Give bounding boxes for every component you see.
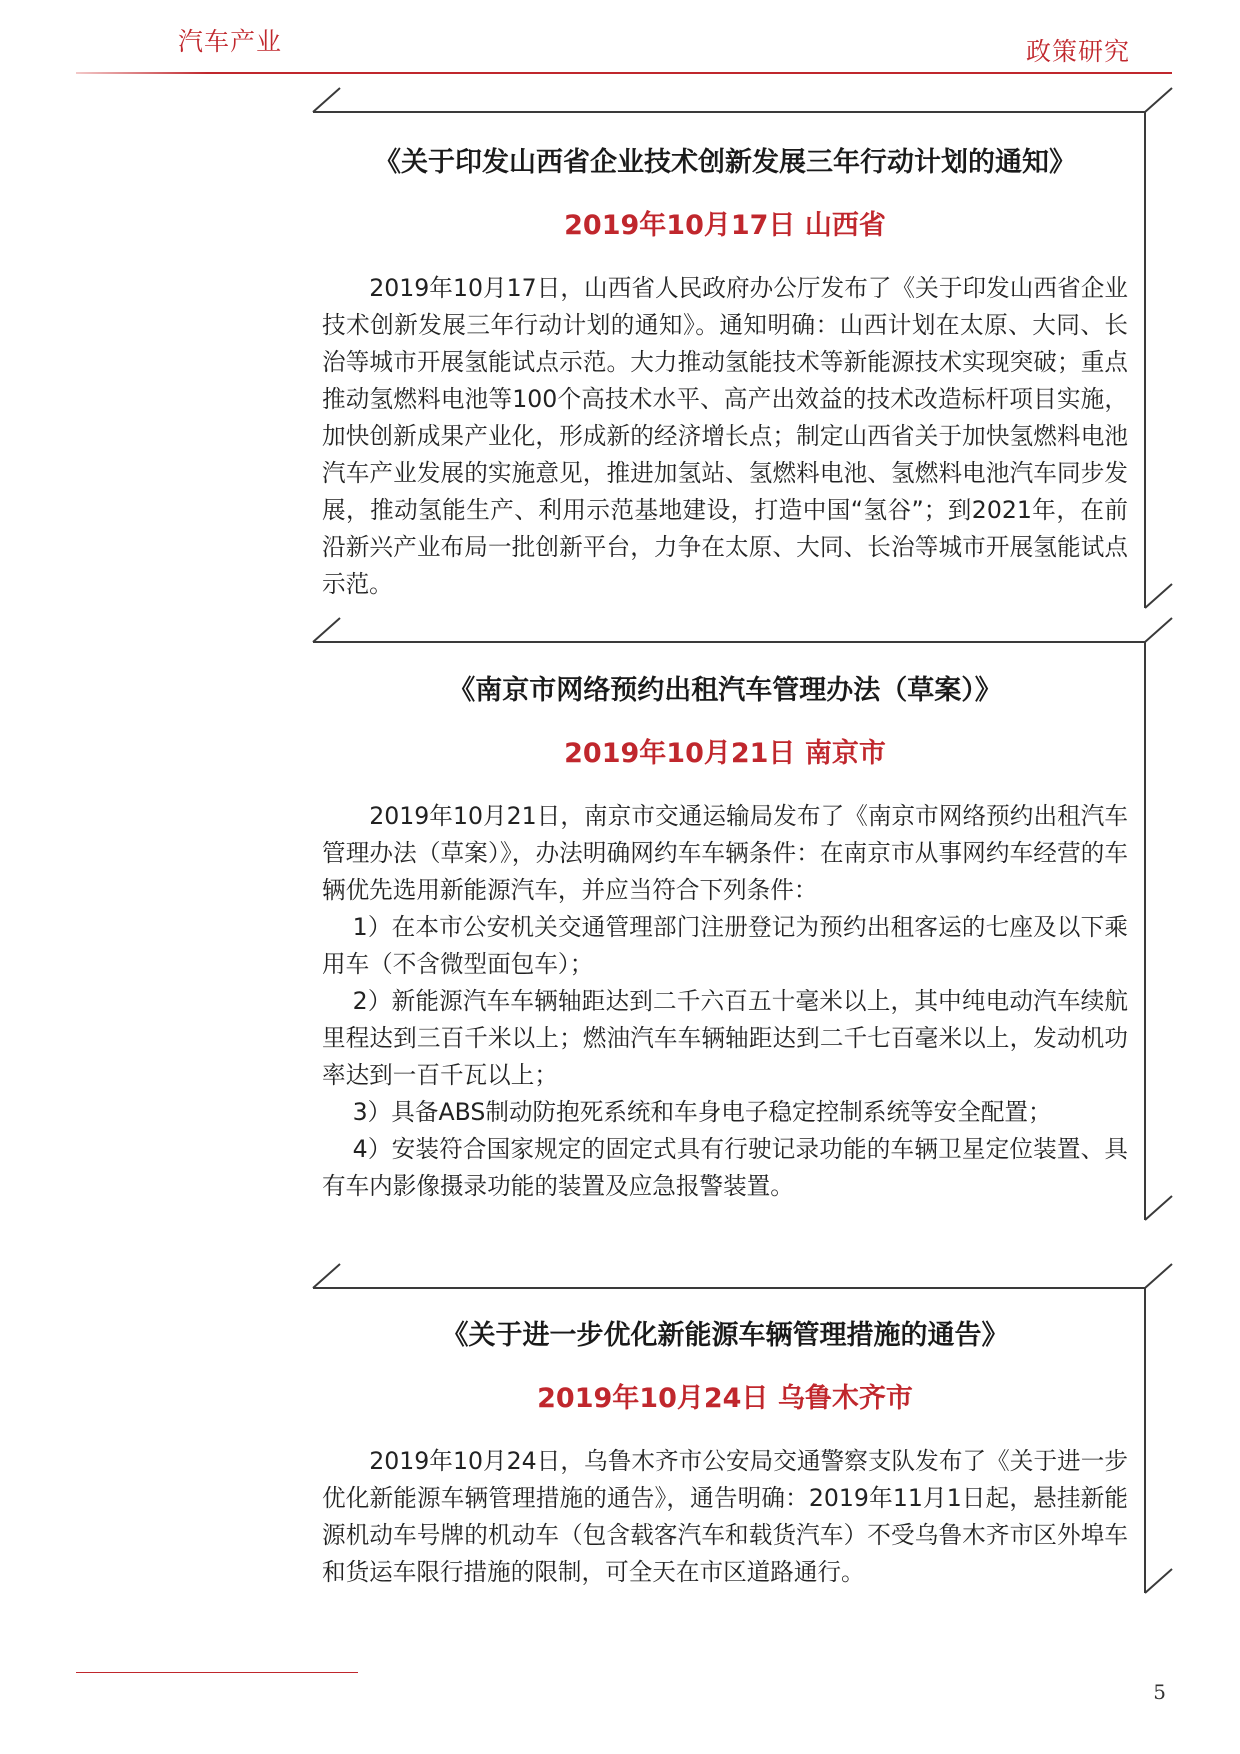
section-title: 《南京市网络预约出租汽车管理办法（草案）》 — [448, 675, 1002, 706]
section-body: 2019年10月21日，南京市交通运输局发布了《南京市网络预约出租汽车管理办法（草案）》，办法明确网约车车辆条件：在南京市从事网约车经营的车辆优先选用新能源汽车，并应当符合下列条件： — [322, 802, 1128, 904]
section-body: 2019年10月24日，乌鲁木齐市公安局交通警察支队发布了《关于进一步优化新能源车辆管理措施的通告》，通告明确：2019年11月1日起，悬挂新能源机动车号牌的机动车（包含载客汽车和载货汽车）不受乌鲁木齐市区外埠车和货运车限行措施的限制，可全天在市区道路通行。 — [322, 1447, 1128, 1586]
list-item: 2）新能源汽车车辆轴距达到二千六百五十毫米以上，其中纯电动汽车续航里程达到三百千米以上；燃油汽车车辆轴距达到二千七百毫米以上，发动机功率达到一百千瓦以上； — [322, 987, 1128, 1089]
header-category: 汽车产业 — [178, 27, 283, 56]
conditions-list — [322, 909, 1128, 1205]
section-date-place: 2019年10月17日 山西省 — [564, 210, 886, 241]
footer-rule — [76, 1672, 358, 1673]
list-item: 3）具备ABS制动防抱死系统和车身电子稳定控制系统等安全配置； — [352, 1098, 1052, 1126]
policy-section-3 — [322, 1313, 1128, 1591]
list-item: 1）在本市公安机关交通管理部门注册登记为预约出租客运的七座及以下乘用车（不含微型面包车）； — [322, 913, 1128, 978]
section-date-place: 2019年10月21日 南京市 — [564, 738, 886, 769]
section-body: 2019年10月17日，山西省人民政府办公厅发布了《关于印发山西省企业技术创新发展三年行动计划的通知》。通知明确：山西计划在太原、大同、长治等城市开展氢能试点示范。大力推动氢能技术等新能源技术实现突破；重点推动氢燃料电池等100个高技术水平、高产出效益的技术改造标杆项目实施，加快创新成果产业化，形成新的经济增长点；制定山西省关于加快氢燃料电池汽车产业发展的实施意见，推进加氢站、氢燃料电池、氢燃料电池汽车同步发展，推动氢能生产、利用示范基地建设，打造中国“氢谷”；到2021年，在前沿新兴产业布局一批创新平台，力争在太原、大同、长治等城市开展氢能试点示范。 — [322, 274, 1128, 598]
policy-section-1 — [322, 140, 1128, 603]
section-title: 《关于印发山西省企业技术创新发展三年行动计划的通知》 — [374, 147, 1076, 178]
header-section: 政策研究 — [1025, 37, 1130, 66]
list-item: 4）安装符合国家规定的固定式具有行驶记录功能的车辆卫星定位装置、具有车内影像摄录功能的装置及应急报警装置。 — [322, 1135, 1128, 1200]
section-title: 《关于进一步优化新能源车辆管理措施的通告》 — [441, 1320, 1009, 1351]
policy-section-2 — [322, 668, 1128, 1205]
page-number: 5 — [1153, 1680, 1166, 1704]
section-date-place: 2019年10月24日 乌鲁木齐市 — [537, 1383, 913, 1414]
